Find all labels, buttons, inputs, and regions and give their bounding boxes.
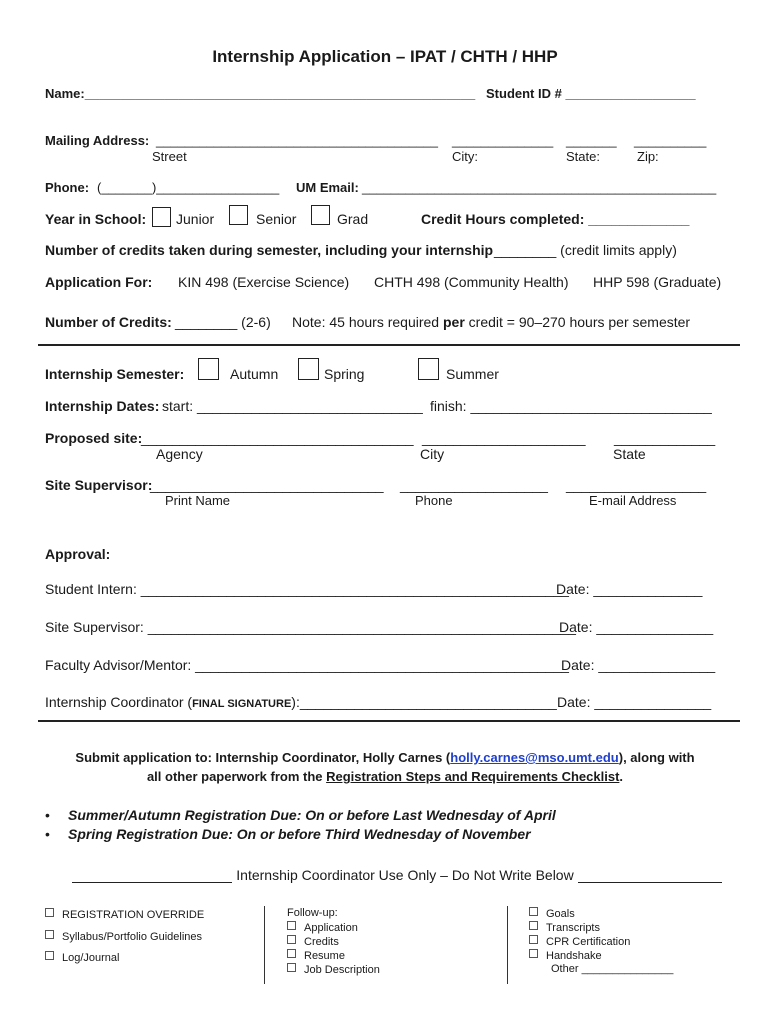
submit-instructions-line2: all other paperwork from the Registration Steps and Requirements Checklist. xyxy=(146,769,624,784)
mailing-zip-field[interactable]: __________ xyxy=(634,133,707,148)
coordinator-email-link[interactable]: holly.carnes@mso.umt.edu xyxy=(450,750,619,765)
autumn-label: Autumn xyxy=(230,366,279,382)
site-supervisor-label: Site Supervisor: xyxy=(45,477,153,493)
street-caption: Street xyxy=(152,149,187,164)
agency-caption: Agency xyxy=(156,446,203,462)
summer-checkbox[interactable] xyxy=(418,358,439,380)
submit-instructions: Submit application to: Internship Coordinator, Holly Carnes (holly.carnes@mso.umt.edu), along with xyxy=(75,750,695,765)
option-hhp-598[interactable]: HHP 598 (Graduate) xyxy=(593,274,722,290)
office-use-heading: Internship Coordinator Use Only – Do Not Write Below xyxy=(0,867,770,883)
coordinator-signature[interactable]: Internship Coordinator (FINAL SIGNATURE):_________________________________ xyxy=(45,694,557,710)
site-city-caption: City xyxy=(420,446,445,462)
name-label: Name:______________________________________________________ xyxy=(45,86,476,101)
print-name-caption: Print Name xyxy=(165,493,231,508)
year-in-school-label: Year in School: xyxy=(45,211,147,227)
office-item[interactable]: Resume xyxy=(287,949,345,962)
office-item-other[interactable]: Other _______________ xyxy=(551,963,674,975)
hours-note: Note: 45 hours required per credit = 90–270 hours per semester xyxy=(292,314,691,330)
mailing-state-field[interactable]: _______ xyxy=(566,133,617,148)
student-id-field[interactable]: Student ID # __________________ xyxy=(486,86,696,101)
email-caption: E-mail Address xyxy=(589,493,677,508)
proposed-site-label: Proposed site: xyxy=(45,430,143,446)
senior-label: Senior xyxy=(256,211,297,227)
senior-checkbox[interactable] xyxy=(229,205,248,225)
finish-date-field[interactable]: finish: _______________________________ xyxy=(430,398,712,414)
internship-semester-label: Internship Semester: xyxy=(45,366,185,382)
grad-checkbox[interactable] xyxy=(311,205,330,225)
autumn-checkbox[interactable] xyxy=(198,358,219,380)
student-intern-signature[interactable]: Student Intern: _______________________________________________________ xyxy=(45,581,569,597)
office-item[interactable]: Job Description xyxy=(287,963,380,976)
junior-label: Junior xyxy=(176,211,215,227)
mailing-street-field[interactable]: _______________________________________ xyxy=(156,133,438,148)
credits-taken-field[interactable]: ________ (credit limits apply) xyxy=(494,242,677,258)
state-caption: State: xyxy=(566,149,600,164)
phone-label: Phone: xyxy=(45,180,90,195)
application-form: Internship Application – IPAT / CHTH / HHP Name:______________________________________________________ Student ID # __________________ Mailing Address: _______________________________________ ______________ _______ __________ Street City: State: Zip: Phone: (_______)_________________ UM Email: _________________________________________________ Year in School: Junior Senior Grad Credit Hours completed: _____________ Number of credits taken during semester, including your internship ________ (credit limits apply) Application For: KIN 498 (Exercise Science) CHTH 498 (Community Health) HHP 598 (Graduate) Number of Credits: ________ (2-6) Note: 45 hours required per credit = 90–270 hours per semester Internship Semester: Autumn Spring Summer Internship Dates: start: _____________________________ finish: _______________________________ Proposed site: ___________________________________ _____________________ _____________ Agency City State Site Supervisor: ______________________________ ___________________ __________________ Print Name Phone E-mail Address Approval: Student Intern: _______________________________________________________ Date: ______________ Site Supervisor: _______________________________________________________ Date: _______________ Faculty Advisor/Mentor: ________________________________________________ Date: _______________ Internship Coordinator (FINAL SIGNATURE):_________________________________ Date: _______________ Submit application to: Internship Coordinator, Holly Carnes (holly.carnes@mso.umt.edu), along with all other paperwork from the Registration Steps and Requirements Checklist. • Summer/Autumn Registration Due: On or before Last Wednesday of April • Spring Registration Due: On or before Third Wednesday of November Internship Coordinator Use Only – Do Not Write Below REGISTRATION OVERRIDE Syllabus/Portfolio Guidelines Log/Journal Follow-up: Application Credits Resume Job Description Goals Transcripts CPR Certification Handshake Other _______________ xyxy=(0,0,770,1024)
office-item[interactable]: Syllabus/Portfolio Guidelines xyxy=(45,930,202,943)
office-item[interactable]: Goals xyxy=(529,907,575,920)
grad-label: Grad xyxy=(337,211,369,227)
office-item[interactable]: Application xyxy=(287,921,358,934)
office-item[interactable]: Credits xyxy=(287,935,339,948)
section-divider xyxy=(38,344,740,346)
column-divider xyxy=(507,906,508,984)
spring-label: Spring xyxy=(324,366,365,382)
faculty-advisor-date[interactable]: Date: _______________ xyxy=(561,657,716,673)
zip-caption: Zip: xyxy=(637,149,659,164)
junior-checkbox[interactable] xyxy=(152,207,171,227)
column-divider xyxy=(264,906,265,984)
spring-checkbox[interactable] xyxy=(298,358,319,380)
option-chth-498[interactable]: CHTH 498 (Community Health) xyxy=(374,274,569,290)
summer-label: Summer xyxy=(446,366,499,382)
office-item[interactable]: Handshake xyxy=(529,949,602,962)
site-supervisor-date[interactable]: Date: _______________ xyxy=(559,619,714,635)
email-field[interactable]: _________________________________________________ xyxy=(362,180,717,195)
mailing-address-label: Mailing Address: xyxy=(45,133,150,148)
office-item[interactable]: REGISTRATION OVERRIDE xyxy=(45,908,204,921)
checklist-link[interactable]: Registration Steps and Requirements Checklist xyxy=(326,769,620,784)
site-agency-field[interactable]: ___________________________________ xyxy=(141,430,414,446)
start-date-field[interactable]: start: _____________________________ xyxy=(162,398,423,414)
number-of-credits-field[interactable]: ________ (2-6) xyxy=(175,314,271,330)
site-state-caption: State xyxy=(613,446,646,462)
office-item[interactable]: Log/Journal xyxy=(45,951,120,964)
form-title: Internship Application – IPAT / CHTH / HHP xyxy=(212,47,558,66)
approval-heading: Approval: xyxy=(45,546,111,562)
credit-hours-field[interactable]: Credit Hours completed: _____________ xyxy=(421,211,690,227)
site-state-field[interactable]: _____________ xyxy=(614,430,716,446)
approval-divider xyxy=(38,720,740,722)
phone-field[interactable]: (_______)_________________ xyxy=(97,180,280,195)
follow-up-label: Follow-up: xyxy=(287,907,338,919)
number-of-credits-label: Number of Credits: xyxy=(45,314,172,330)
student-intern-date[interactable]: Date: ______________ xyxy=(556,581,703,597)
supervisor-email-field[interactable]: __________________ xyxy=(566,477,707,493)
option-kin-498[interactable]: KIN 498 (Exercise Science) xyxy=(178,274,350,290)
name-field[interactable]: ______________________________________________________ xyxy=(84,86,476,101)
phone-caption: Phone xyxy=(415,493,453,508)
city-caption: City: xyxy=(452,149,478,164)
application-for-label: Application For: xyxy=(45,274,153,290)
email-label: UM Email: xyxy=(296,180,359,195)
mailing-city-field[interactable]: ______________ xyxy=(452,133,554,148)
site-city-field[interactable]: _____________________ xyxy=(422,430,586,446)
office-item[interactable]: Transcripts xyxy=(529,921,600,934)
credits-taken-label: Number of credits taken during semester, including your internship xyxy=(45,242,494,258)
internship-dates-label: Internship Dates: xyxy=(45,398,160,414)
office-item[interactable]: CPR Certification xyxy=(529,935,630,948)
supervisor-name-field[interactable]: ______________________________ xyxy=(150,477,384,493)
site-supervisor-signature[interactable]: Site Supervisor: _______________________________________________________ xyxy=(45,619,576,635)
faculty-advisor-signature[interactable]: Faculty Advisor/Mentor: ________________________________________________ xyxy=(45,657,569,673)
coordinator-date[interactable]: Date: _______________ xyxy=(557,694,712,710)
supervisor-phone-field[interactable]: ___________________ xyxy=(400,477,548,493)
